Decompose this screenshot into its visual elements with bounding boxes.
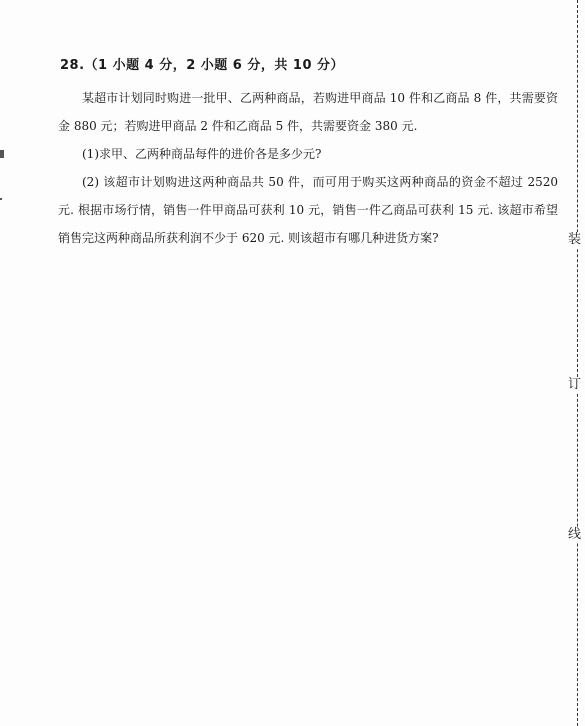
left-edge-mark [0,150,4,158]
question-part-1: (1)求甲、乙两种商品每件的进价各是多少元? [82,147,322,161]
binding-dashed-line [577,0,579,726]
binding-char-ding: 订 [568,377,582,392]
binding-char-xian: 线 [568,527,582,542]
question-part-2: (2) 该超市计划购进这两种商品共 50 件，而可用于购买这两种商品的资金不超过 2520 元. 根据市场行情，销售一件甲商品可获利 10 元，销售一件乙商品可获利 15 元. 该超市希望销售完这两种商品所获利润不少于 620 元. 则该超市有哪几种进货方案? [58,175,558,245]
question-intro: 某超市计划同时购进一批甲、乙两种商品，若购进甲商品 10 件和乙商品 8 件，共需要资金 880 元；若购进甲商品 2 件和乙商品 5 件，共需要资金 380 元. [58,91,558,133]
question-heading: 28.（1 小题 4 分，2 小题 6 分，共 10 分） [60,58,345,73]
question-28 [58,56,558,252]
binding-char-zhuang: 装 [568,232,582,247]
left-edge-dot [0,198,2,200]
